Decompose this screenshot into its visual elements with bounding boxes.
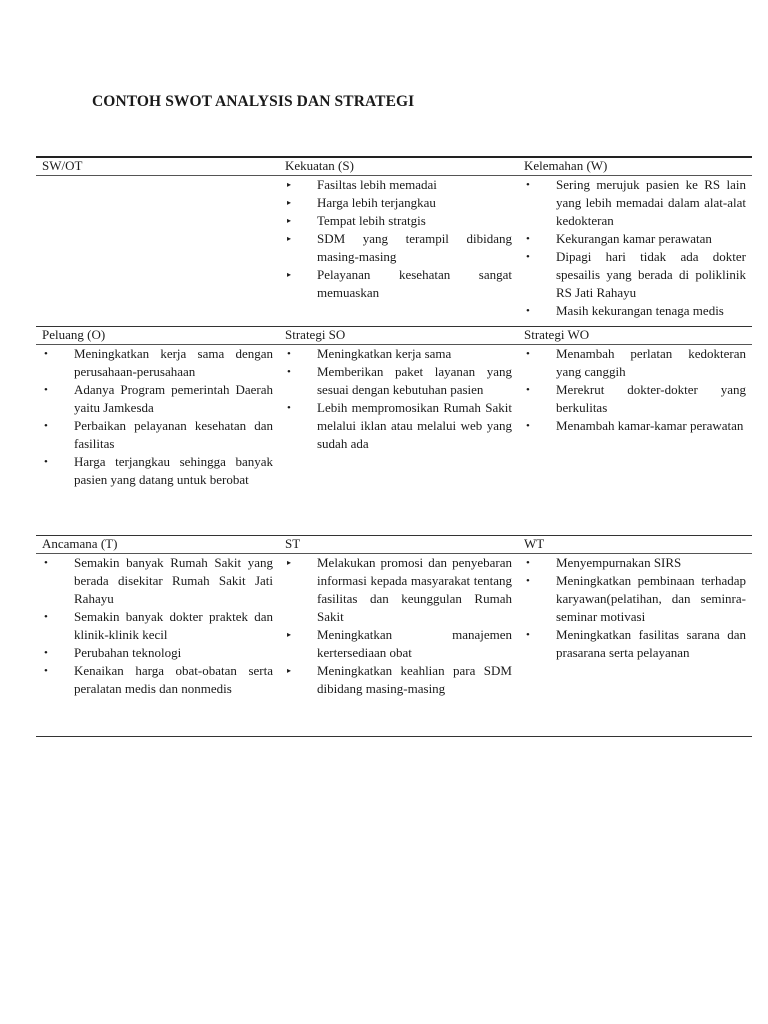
header-row-sw-ot xyxy=(36,157,752,176)
list-item-text: Menyempurnakan SIRS xyxy=(556,555,682,570)
list-item xyxy=(285,230,512,266)
bullet-icon: • xyxy=(44,665,48,677)
list-item xyxy=(42,608,273,644)
list-item xyxy=(285,212,512,230)
list-item xyxy=(524,554,746,572)
strategy-wt-cell xyxy=(518,554,752,737)
list-item-text: Meningkatkan fasilitas sarana dan prasarana serta pelayanan xyxy=(556,627,746,660)
strengths-list xyxy=(285,176,512,302)
bullet-icon: • xyxy=(526,348,530,360)
list-item-text: Meningkatkan pembinaan terhadap karyawan(pelatihan, dan seminra-seminar motivasi xyxy=(556,573,746,624)
header-strategy-st: ST xyxy=(279,536,518,554)
list-item xyxy=(524,417,746,435)
content-row-threats xyxy=(36,554,752,737)
document-title: CONTOH SWOT ANALYSIS DAN STRATEGI xyxy=(92,93,415,110)
list-item xyxy=(42,417,273,453)
list-item-text: Merekrut dokter-dokter yang berkulitas xyxy=(556,382,746,415)
empty-corner-cell xyxy=(36,176,279,327)
swot-table xyxy=(36,156,752,737)
list-item-text: Tempat lebih stratgis xyxy=(317,213,426,228)
header-row-threats xyxy=(36,536,752,554)
bullet-icon: ▸ xyxy=(287,270,292,279)
bullet-icon: ▸ xyxy=(287,234,292,243)
header-sw-ot: SW/OT xyxy=(36,157,279,176)
threats-list xyxy=(42,554,273,698)
list-item xyxy=(524,230,746,248)
list-item xyxy=(42,381,273,417)
list-item xyxy=(285,266,512,302)
bullet-icon: • xyxy=(287,348,291,360)
bullet-icon: • xyxy=(44,557,48,569)
list-item xyxy=(42,345,273,381)
list-item-text: Melakukan promosi dan penyebaran informasi kepada masyarakat tentang fasilitas dan keunggulan Rumah Sakit xyxy=(317,555,512,624)
bullet-icon: • xyxy=(44,348,48,360)
bullet-icon: • xyxy=(44,456,48,468)
bullet-icon: ▸ xyxy=(287,666,292,675)
list-item-text: Pelayanan kesehatan sangat memuaskan xyxy=(317,267,512,300)
list-item-text: Sering merujuk pasien ke RS lain yang lebih memadai dalam alat-alat kedokteran xyxy=(556,177,746,228)
list-item xyxy=(285,176,512,194)
header-strengths: Kekuatan (S) xyxy=(279,157,518,176)
bullet-icon: • xyxy=(287,366,291,378)
list-item-text: Harga lebih terjangkau xyxy=(317,195,436,210)
header-opportunities: Peluang (O) xyxy=(36,327,279,345)
bullet-icon: • xyxy=(44,647,48,659)
list-item xyxy=(524,302,746,320)
header-threats: Ancamana (T) xyxy=(36,536,279,554)
list-item xyxy=(524,572,746,626)
list-item xyxy=(285,554,512,626)
strategy-wt-list xyxy=(524,554,746,662)
list-item xyxy=(524,345,746,381)
threats-cell xyxy=(36,554,279,737)
list-item-text: Perbaikan pelayanan kesehatan dan fasilitas xyxy=(74,418,273,451)
list-item xyxy=(285,363,512,399)
bullet-icon: • xyxy=(287,402,291,414)
list-item-text: Perubahan teknologi xyxy=(74,645,182,660)
bullet-icon: • xyxy=(526,420,530,432)
strategy-wo-cell xyxy=(518,345,752,536)
bullet-icon: • xyxy=(526,629,530,641)
bullet-icon: • xyxy=(44,384,48,396)
list-item-text: Menambah kamar-kamar perawatan xyxy=(556,418,744,433)
list-item-text: Meningkatkan kerja sama xyxy=(317,346,452,361)
opportunities-list xyxy=(42,345,273,489)
header-row-opportunities xyxy=(36,327,752,345)
list-item xyxy=(42,644,273,662)
list-item-text: Semakin banyak dokter praktek dan klinik-klinik kecil xyxy=(74,609,273,642)
bullet-icon: • xyxy=(526,305,530,317)
list-item-text: Menambah perlatan kedokteran yang canggih xyxy=(556,346,746,379)
strategy-st-list xyxy=(285,554,512,698)
list-item xyxy=(524,248,746,302)
list-item-text: Adanya Program pemerintah Daerah yaitu Jamkesda xyxy=(74,382,273,415)
bullet-icon: • xyxy=(526,179,530,191)
content-row-opportunities xyxy=(36,345,752,536)
bullet-icon: • xyxy=(526,251,530,263)
header-strategy-so: Strategi SO xyxy=(279,327,518,345)
list-item xyxy=(285,194,512,212)
bullet-icon: • xyxy=(526,575,530,587)
header-strategy-wo: Strategi WO xyxy=(518,327,752,345)
bullet-icon: • xyxy=(44,611,48,623)
list-item xyxy=(42,453,273,489)
bullet-icon: ▸ xyxy=(287,630,292,639)
list-item-text: Meningkatkan keahlian para SDM dibidang masing-masing xyxy=(317,663,512,696)
opportunities-cell xyxy=(36,345,279,536)
strategy-so-list xyxy=(285,345,512,453)
bullet-icon: • xyxy=(526,557,530,569)
weaknesses-list xyxy=(524,176,746,320)
bullet-icon: ▸ xyxy=(287,180,292,189)
list-item-text: Harga terjangkau sehingga banyak pasien yang datang untuk berobat xyxy=(74,454,273,487)
header-strategy-wt: WT xyxy=(518,536,752,554)
list-item xyxy=(285,399,512,453)
header-weaknesses: Kelemahan (W) xyxy=(518,157,752,176)
list-item-text: Kenaikan harga obat-obatan serta peralatan medis dan nonmedis xyxy=(74,663,273,696)
bullet-icon: ▸ xyxy=(287,198,292,207)
weaknesses-cell xyxy=(518,176,752,327)
strengths-cell xyxy=(279,176,518,327)
list-item xyxy=(42,554,273,608)
list-item xyxy=(524,176,746,230)
list-item-text: Dipagi hari tidak ada dokter spesailis yang berada di poliklinik RS Jati Rahayu xyxy=(556,249,746,300)
bullet-icon: ▸ xyxy=(287,216,292,225)
content-row-sw xyxy=(36,176,752,327)
list-item-text: Meningkatkan kerja sama dengan perusahaan-perusahaan xyxy=(74,346,273,379)
bullet-icon: ▸ xyxy=(287,558,292,567)
strategy-wo-list xyxy=(524,345,746,435)
list-item xyxy=(285,626,512,662)
strategy-st-cell xyxy=(279,554,518,737)
strategy-so-cell xyxy=(279,345,518,536)
list-item xyxy=(285,662,512,698)
list-item-text: Memberikan paket layanan yang sesuai dengan kebutuhan pasien xyxy=(317,364,512,397)
list-item-text: Meningkatkan manajemen kertersediaan obat xyxy=(317,627,512,660)
bullet-icon: • xyxy=(526,233,530,245)
list-item-text: Masih kekurangan tenaga medis xyxy=(556,303,724,318)
list-item-text: Fasiltas lebih memadai xyxy=(317,177,437,192)
bullet-icon: • xyxy=(526,384,530,396)
list-item xyxy=(42,662,273,698)
list-item xyxy=(285,345,512,363)
list-item-text: Kekurangan kamar perawatan xyxy=(556,231,712,246)
list-item-text: SDM yang terampil dibidang masing-masing xyxy=(317,231,512,264)
bullet-icon: • xyxy=(44,420,48,432)
list-item xyxy=(524,381,746,417)
list-item-text: Semakin banyak Rumah Sakit yang berada disekitar Rumah Sakit Jati Rahayu xyxy=(74,555,273,606)
list-item xyxy=(524,626,746,662)
list-item-text: Lebih mempromosikan Rumah Sakit melalui iklan atau melalui web yang sudah ada xyxy=(317,400,512,451)
